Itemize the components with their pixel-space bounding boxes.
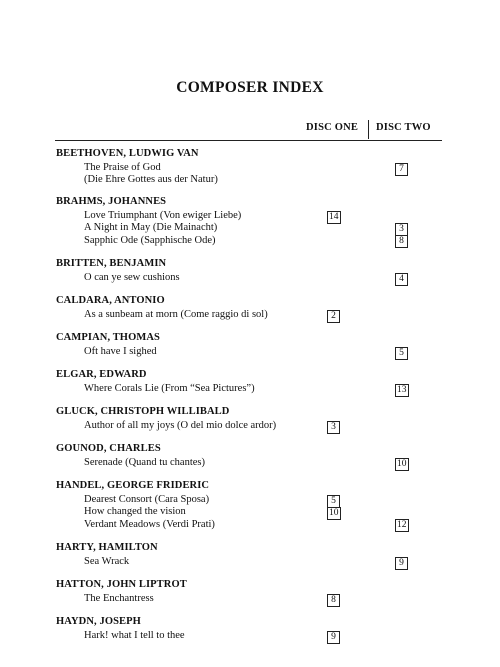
disc-one-track-number: 10 xyxy=(329,507,339,518)
disc-one-track-number: 5 xyxy=(327,495,340,508)
work-title: Author of all my joys (O del mio dolce ardor) xyxy=(84,420,277,431)
composer-name: ELGAR, EDWARD xyxy=(56,369,147,380)
column-divider xyxy=(368,120,369,139)
disc-one-track-number: 9 xyxy=(327,631,340,644)
page-title: COMPOSER INDEX xyxy=(176,79,324,96)
work-title: Hark! what I tell to thee xyxy=(84,630,185,641)
work-title: Sapphic Ode (Sapphische Ode) xyxy=(84,234,216,246)
composer-name: HAYDN, JOSEPH xyxy=(56,616,141,627)
disc-two-track-number: 7 xyxy=(395,163,408,176)
composer-name: HARTY, HAMILTON xyxy=(56,542,158,553)
composer-name: BEETHOVEN, LUDWIG VAN xyxy=(56,148,199,159)
header-rule xyxy=(55,140,442,141)
disc-two-track-number: 13 xyxy=(397,384,407,395)
work-title: Serenade (Quand tu chantes) xyxy=(84,457,205,468)
disc-one-track-number: 2 xyxy=(327,310,340,323)
work-title: Love Triumphant (Von ewiger Liebe) xyxy=(84,210,242,221)
work-title: Where Corals Lie (From “Sea Pictures”) xyxy=(84,383,255,394)
disc-two-track-number: 9 xyxy=(395,557,408,570)
composer-name: CAMPIAN, THOMAS xyxy=(56,332,160,343)
work-title: Dearest Consort (Cara Sposa) xyxy=(84,494,210,505)
disc-two-track-number: 10 xyxy=(397,458,407,469)
disc-two-track-number: 4 xyxy=(395,273,408,286)
composer-name: GOUNOD, CHARLES xyxy=(56,443,161,454)
work-title: Oft have I sighed xyxy=(84,346,157,357)
composer-name: GLUCK, CHRISTOPH WILLIBALD xyxy=(56,406,230,417)
disc-two-track-number: 12 xyxy=(397,520,407,531)
work-title: Sea Wrack xyxy=(84,556,130,567)
composer-name: HATTON, JOHN LIPTROT xyxy=(56,579,187,590)
work-title: The Enchantress xyxy=(84,593,154,604)
disc-one-track-number: 8 xyxy=(327,594,340,607)
work-title: (Die Ehre Gottes aus der Natur) xyxy=(84,174,218,186)
work-title: A Night in May (Die Mainacht) xyxy=(84,222,218,234)
work-title: The Praise of God xyxy=(84,162,161,173)
disc-two-track-number: 5 xyxy=(395,347,408,360)
work-title: As a sunbeam at morn (Come raggio di sol) xyxy=(84,309,268,320)
disc-one-track-number: 14 xyxy=(329,211,339,222)
composer-name: CALDARA, ANTONIO xyxy=(56,295,165,306)
disc-one-column-header: DISC ONE xyxy=(306,122,359,133)
disc-two-track-number: 8 xyxy=(395,235,408,248)
work-title: Verdant Meadows (Verdi Prati) xyxy=(84,518,215,530)
composer-name: BRITTEN, BENJAMIN xyxy=(56,258,167,269)
work-title: O can ye sew cushions xyxy=(84,272,180,283)
disc-two-column-header: DISC TWO xyxy=(376,122,431,133)
disc-two-track-number: 3 xyxy=(395,223,408,236)
disc-one-track-number: 3 xyxy=(327,421,340,434)
composer-name: BRAHMS, JOHANNES xyxy=(56,196,167,207)
work-title: How changed the vision xyxy=(84,506,186,518)
composer-name: HANDEL, GEORGE FRIDERIC xyxy=(56,480,210,491)
